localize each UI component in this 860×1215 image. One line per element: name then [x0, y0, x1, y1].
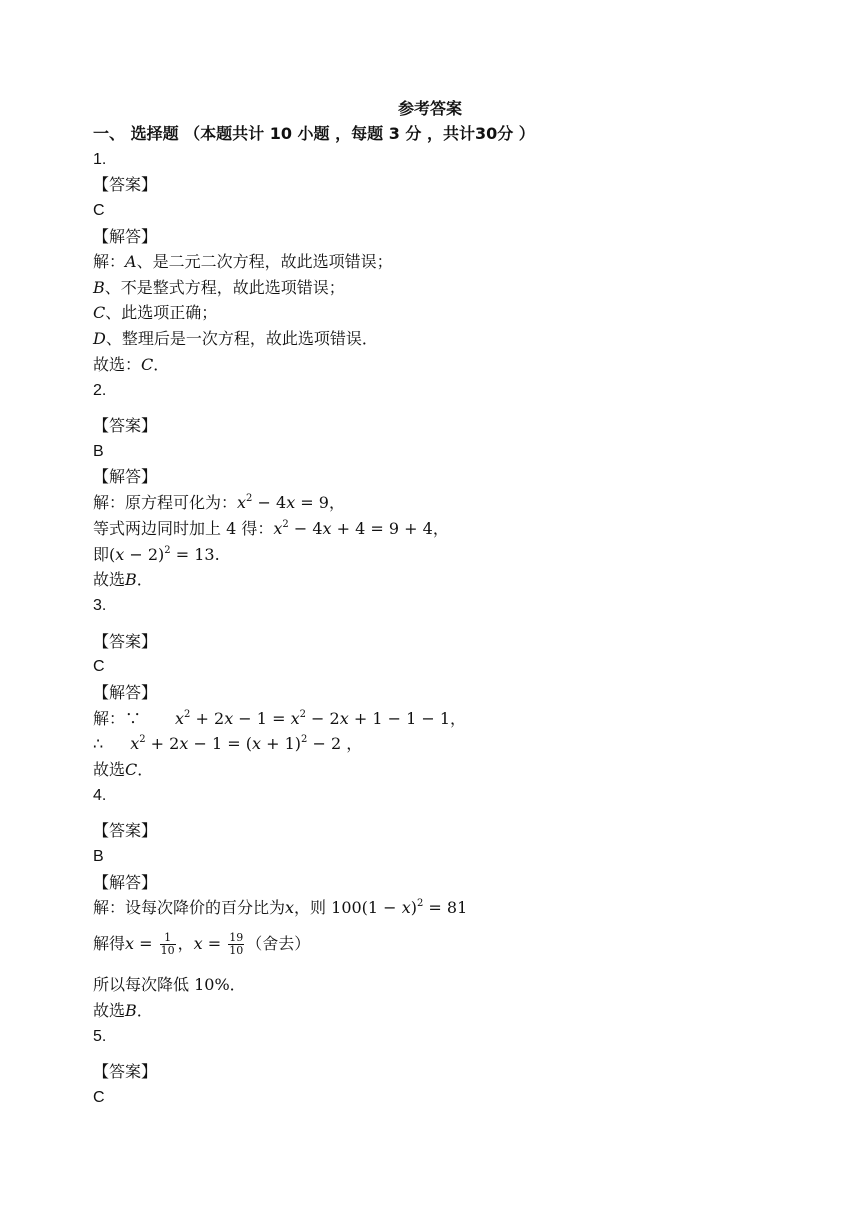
- explain-line: 故选B．: [93, 570, 153, 589]
- explain-line: 解：原方程可化为：$x^2 - 4x = 9$，: [93, 493, 345, 512]
- explain-line: 等式两边同时加上 4 得：$x^2 - 4x + 4 = 9 + 4$，: [93, 519, 449, 538]
- question-number: 5.: [93, 1028, 107, 1045]
- explain-line: B、不是整式方程，故此选项错误；: [93, 278, 345, 297]
- explain-line: 故选：C．: [93, 355, 170, 374]
- fraction: $\frac{19}{10}$: [229, 931, 244, 957]
- answer-value: C: [93, 1089, 105, 1106]
- answer-label: 【答案】: [93, 416, 158, 435]
- fraction: $\frac{1}{10}$: [160, 931, 175, 957]
- explain-line: D、整理后是一次方程，故此选项错误．: [93, 329, 378, 348]
- answer-label: 【答案】: [93, 632, 158, 651]
- section-heading: 一、 选择题 （本题共计 10 小题 ，每题 3 分 ，共计30分 ）: [93, 124, 535, 143]
- explain-line: 所以每次降低 10%．: [93, 975, 246, 994]
- explain-line: 即$(x - 2)^2 = 13$.: [93, 545, 220, 564]
- question-number: 1.: [93, 151, 107, 168]
- answer-value: B: [93, 443, 104, 460]
- explain-line: C、此选项正确；: [93, 303, 218, 322]
- explain-line: 故选C．: [93, 760, 154, 779]
- question-number: 3.: [93, 597, 107, 614]
- answer-label: 【答案】: [93, 821, 158, 840]
- page-title: 参考答案: [397, 99, 462, 118]
- explain-line: 解：∵ $x^2 + 2x - 1 = x^2 - 2x + 1 - 1 - 1$，: [93, 709, 467, 728]
- answer-label: 【答案】: [93, 175, 158, 194]
- explain-line: 故选B．: [93, 1001, 153, 1020]
- explain-line: 解：A、是二元二次方程，故此选项错误；: [93, 252, 393, 271]
- answer-value: C: [93, 202, 105, 219]
- explain-line: 解得x = $\frac{1}{10}$ ，x = $\frac{19}{10}$ （舍去）: [93, 931, 311, 957]
- answer-value: C: [93, 658, 105, 675]
- answer-label: 【答案】: [93, 1062, 158, 1081]
- answer-value: B: [93, 848, 104, 865]
- explain-label: 【解答】: [93, 873, 158, 892]
- explain-label: 【解答】: [93, 227, 158, 246]
- explain-line: ∴ $x^2 + 2x - 1 = (x + 1)^2 - 2$ ，: [93, 734, 363, 753]
- explain-label: 【解答】: [93, 467, 158, 486]
- question-number: 4.: [93, 787, 107, 804]
- explain-label: 【解答】: [93, 683, 158, 702]
- explain-line: 解：设每次降价的百分比为x，则 $100(1 - x)^2 = 81$: [93, 898, 468, 917]
- question-number: 2.: [93, 382, 107, 399]
